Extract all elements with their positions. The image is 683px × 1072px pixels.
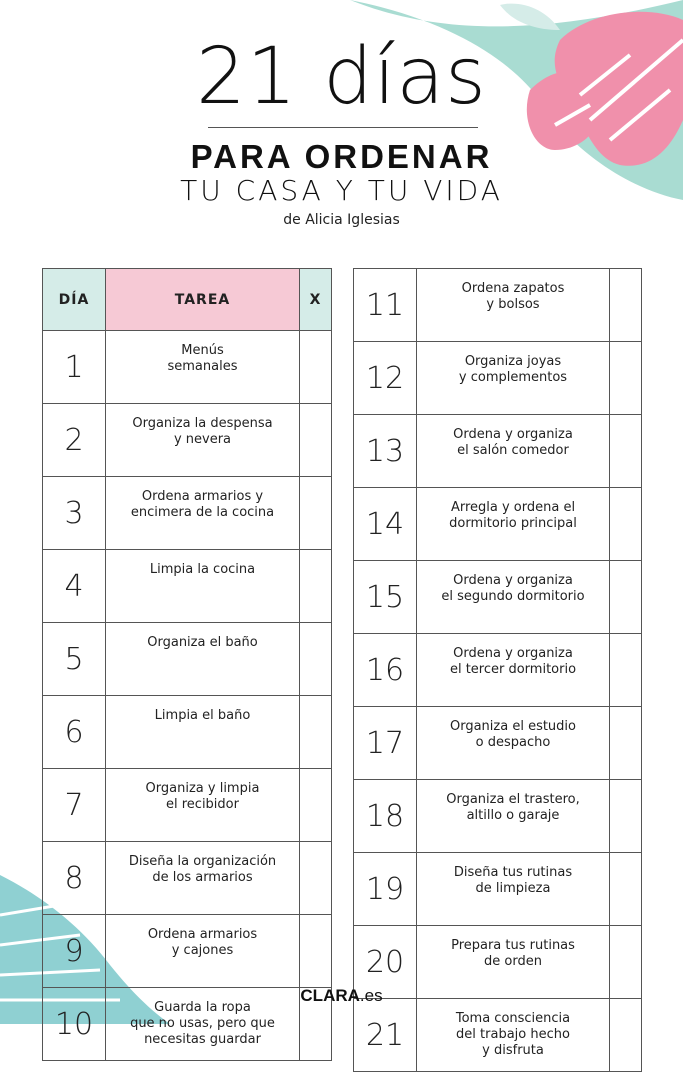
day-number: 9 (43, 915, 106, 988)
table-row (354, 707, 642, 780)
done-checkbox-cell[interactable] (300, 331, 332, 404)
day-number: 20 (354, 926, 417, 999)
done-checkbox-cell[interactable] (610, 269, 642, 342)
task-description: Prepara tus rutinas de orden (417, 926, 610, 999)
task-description: Diseña tus rutinas de limpieza (417, 853, 610, 926)
table-row (354, 780, 642, 853)
task-description: Limpia la cocina (106, 550, 300, 623)
task-description: Guarda la ropa que no usas, pero que necesitas guardar (106, 988, 300, 1061)
table-row (354, 415, 642, 488)
table-row (354, 999, 642, 1072)
day-number: 1 (43, 331, 106, 404)
done-checkbox-cell[interactable] (300, 842, 332, 915)
done-checkbox-cell[interactable] (610, 853, 642, 926)
table-row (43, 477, 332, 550)
header-day: DÍA (43, 269, 106, 331)
table-row (43, 550, 332, 623)
table-row (354, 269, 642, 342)
task-description: Toma consciencia del trabajo hecho y disfruta (417, 999, 610, 1072)
day-number: 16 (354, 634, 417, 707)
day-number: 10 (43, 988, 106, 1061)
done-checkbox-cell[interactable] (610, 780, 642, 853)
done-checkbox-cell[interactable] (300, 404, 332, 477)
title-divider (208, 127, 478, 128)
day-number: 21 (354, 999, 417, 1072)
task-description: Ordena armarios y cajones (106, 915, 300, 988)
table-row (354, 634, 642, 707)
page-title: 21 días (196, 32, 487, 122)
day-number: 7 (43, 769, 106, 842)
task-description: Diseña la organización de los armarios (106, 842, 300, 915)
header-done: X (300, 269, 332, 331)
table-row (354, 561, 642, 634)
done-checkbox-cell[interactable] (300, 696, 332, 769)
task-description: Organiza joyas y complementos (417, 342, 610, 415)
day-number: 5 (43, 623, 106, 696)
table-row (43, 842, 332, 915)
day-number: 8 (43, 842, 106, 915)
header-task: TAREA (106, 269, 300, 331)
plan-rows-left (43, 331, 332, 1061)
done-checkbox-cell[interactable] (610, 999, 642, 1072)
table-row (43, 404, 332, 477)
task-description: Organiza el trastero, altillo o garaje (417, 780, 610, 853)
plan-table-left (42, 268, 332, 1061)
task-description: Organiza el estudio o despacho (417, 707, 610, 780)
done-checkbox-cell[interactable] (300, 477, 332, 550)
done-checkbox-cell[interactable] (610, 342, 642, 415)
done-checkbox-cell[interactable] (610, 707, 642, 780)
done-checkbox-cell[interactable] (610, 415, 642, 488)
task-description: Ordena zapatos y bolsos (417, 269, 610, 342)
done-checkbox-cell[interactable] (300, 769, 332, 842)
done-checkbox-cell[interactable] (300, 915, 332, 988)
task-description: Ordena y organiza el tercer dormitorio (417, 634, 610, 707)
day-number: 14 (354, 488, 417, 561)
done-checkbox-cell[interactable] (610, 561, 642, 634)
brand-name: CLARA (300, 986, 360, 1005)
task-description: Organiza el baño (106, 623, 300, 696)
day-number: 17 (354, 707, 417, 780)
day-number: 19 (354, 853, 417, 926)
task-description: Organiza y limpia el recibidor (106, 769, 300, 842)
plan-rows-right (354, 269, 642, 1072)
day-number: 11 (354, 269, 417, 342)
table-row (43, 769, 332, 842)
day-number: 6 (43, 696, 106, 769)
day-number: 2 (43, 404, 106, 477)
plan-table-right (353, 268, 642, 1072)
day-number: 18 (354, 780, 417, 853)
table-header-row (43, 269, 332, 331)
task-description: Arregla y ordena el dormitorio principal (417, 488, 610, 561)
brand-suffix: .es (359, 986, 383, 1005)
table-row (43, 696, 332, 769)
done-checkbox-cell[interactable] (300, 550, 332, 623)
done-checkbox-cell[interactable] (610, 488, 642, 561)
brand-logo (0, 986, 683, 1006)
author-credit: de Alicia Iglesias (283, 212, 400, 228)
day-number: 3 (43, 477, 106, 550)
table-row (354, 488, 642, 561)
task-description: Limpia el baño (106, 696, 300, 769)
done-checkbox-cell[interactable] (300, 623, 332, 696)
table-row (43, 915, 332, 988)
subtitle-line-2: TU CASA Y TU VIDA (180, 174, 503, 207)
table-row (354, 853, 642, 926)
day-number: 12 (354, 342, 417, 415)
task-description: Ordena y organiza el segundo dormitorio (417, 561, 610, 634)
subtitle-line-1: PARA ORDENAR (190, 138, 493, 175)
table-row (43, 623, 332, 696)
table-row (43, 331, 332, 404)
table-row (354, 342, 642, 415)
task-description: Organiza la despensa y nevera (106, 404, 300, 477)
task-description: Ordena armarios y encimera de la cocina (106, 477, 300, 550)
task-description: Ordena y organiza el salón comedor (417, 415, 610, 488)
day-number: 15 (354, 561, 417, 634)
day-number: 13 (354, 415, 417, 488)
day-number: 4 (43, 550, 106, 623)
done-checkbox-cell[interactable] (610, 634, 642, 707)
task-description: Menús semanales (106, 331, 300, 404)
